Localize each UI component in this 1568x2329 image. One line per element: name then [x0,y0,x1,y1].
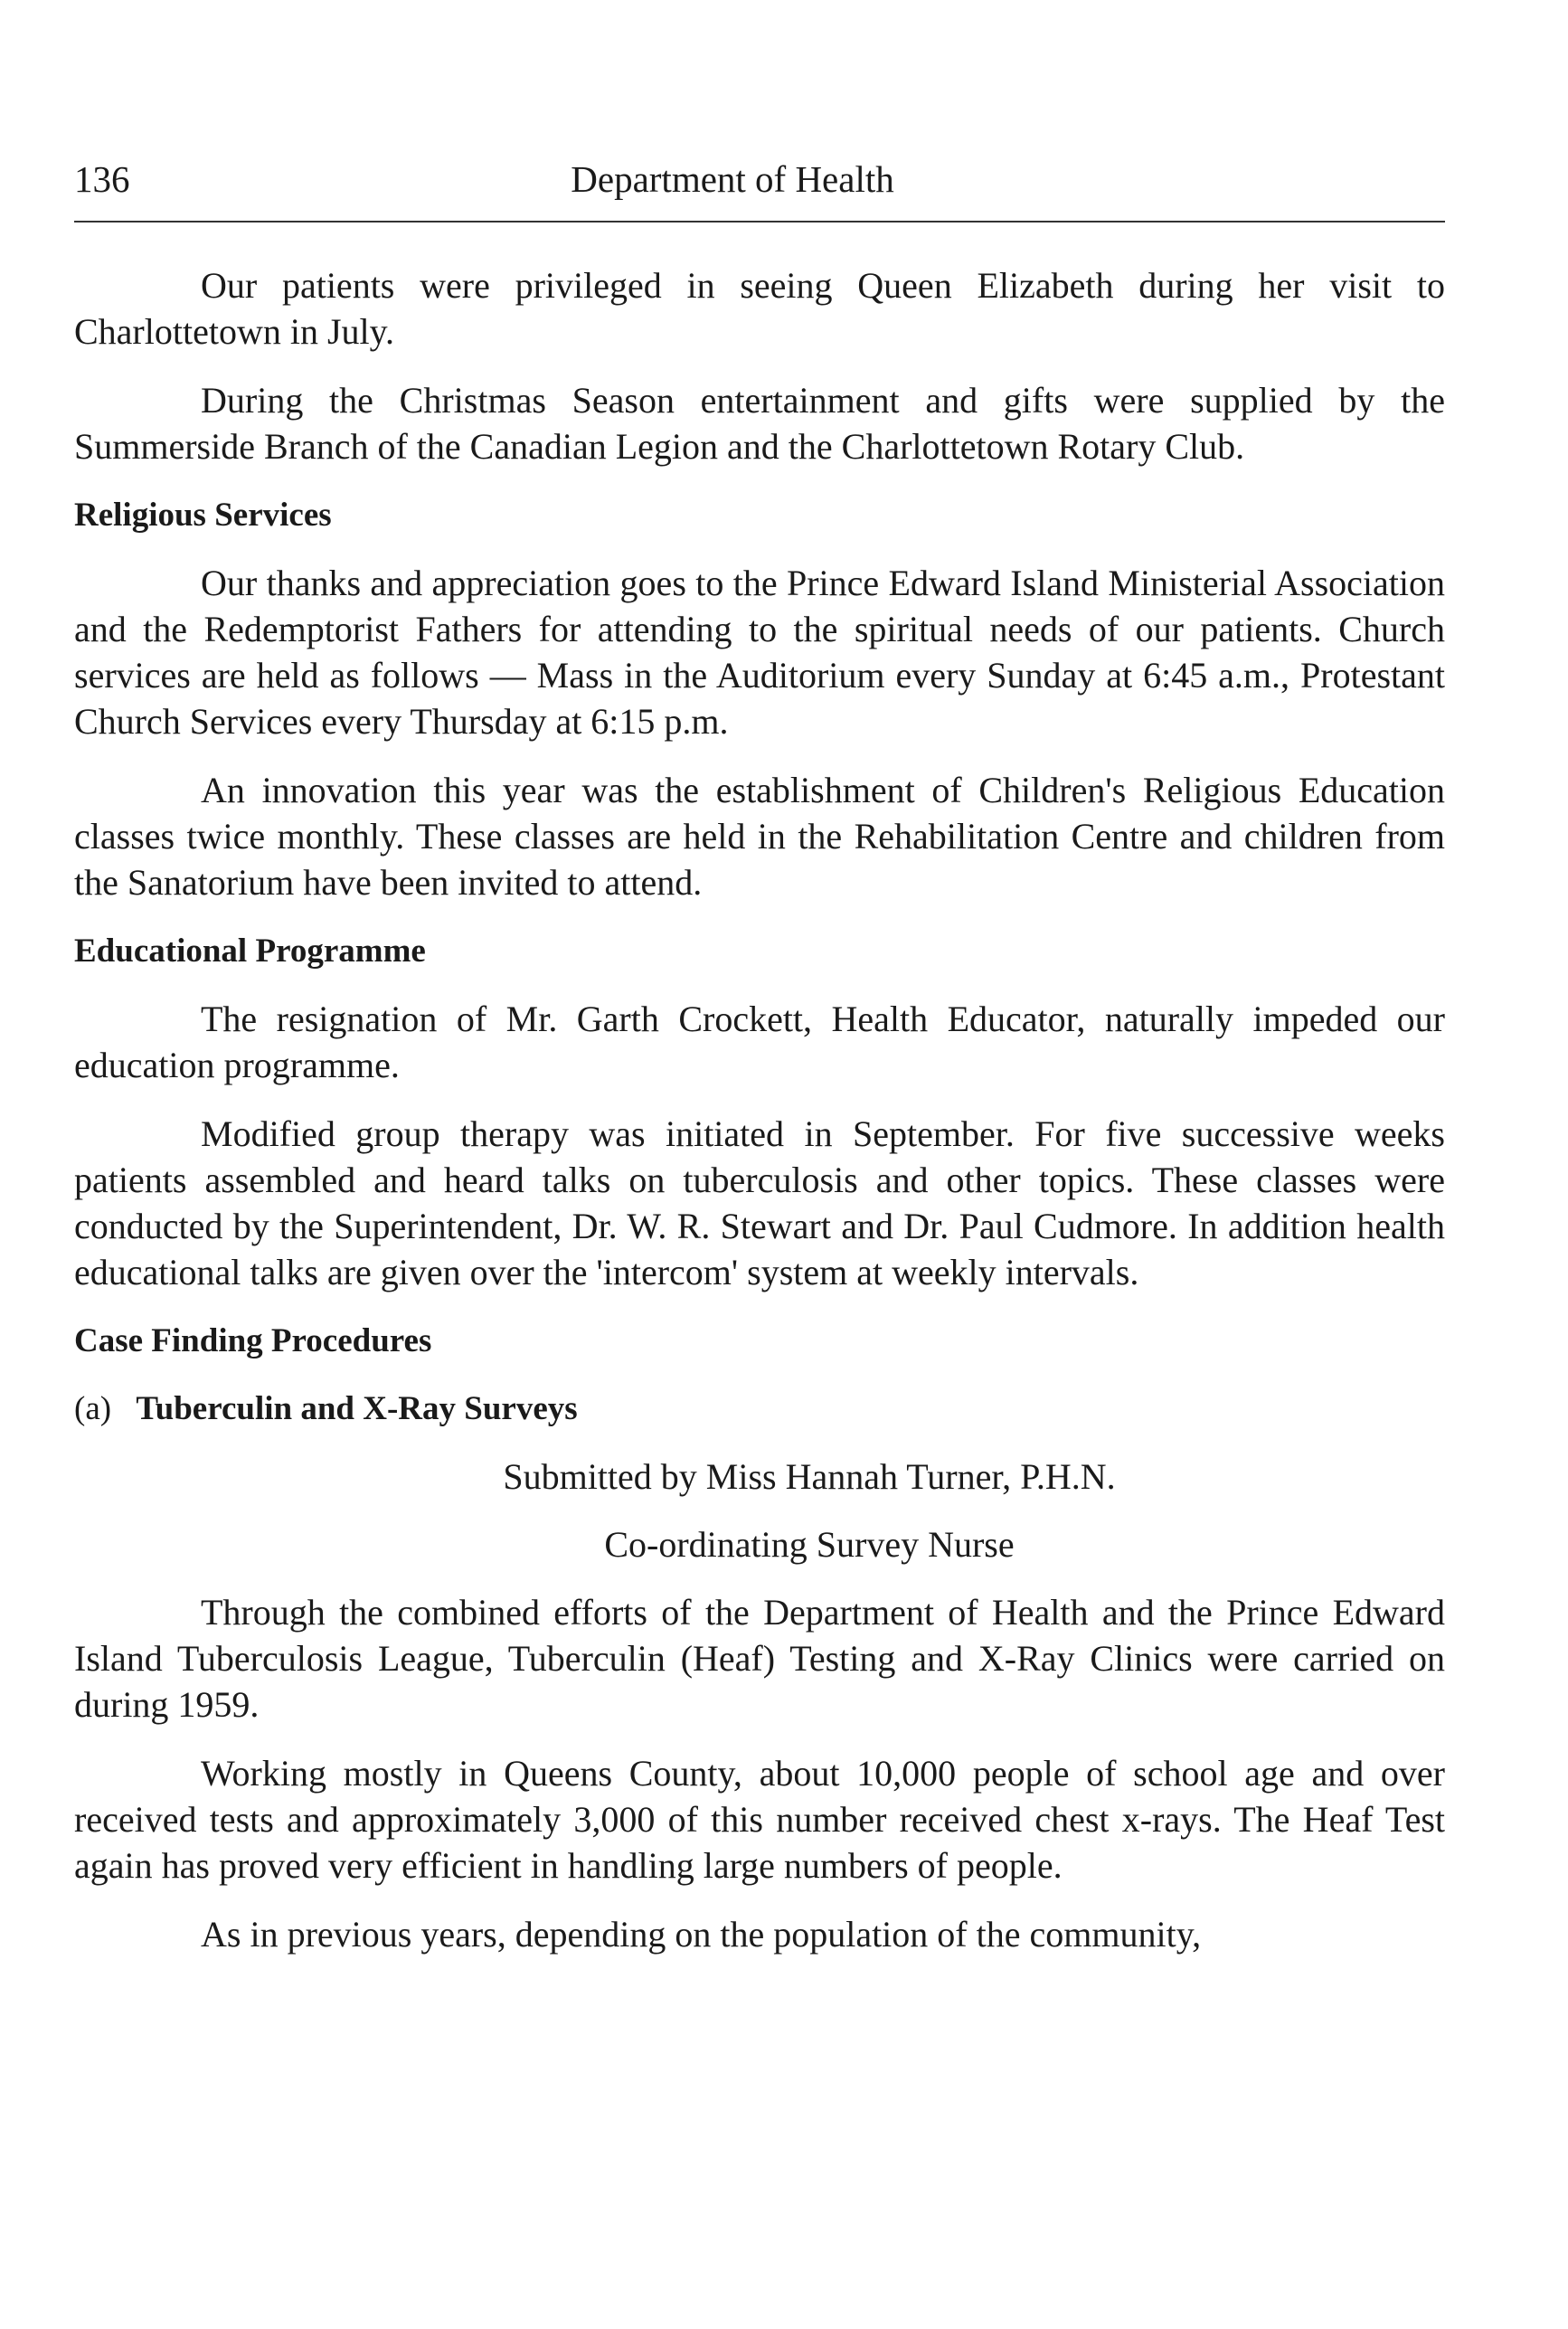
author-role-line: Co-ordinating Survey Nurse [604,1524,1015,1565]
page-number: 136 [74,158,130,200]
body-text [74,262,1445,1957]
subsection-title: Tuberculin and X-Ray Surveys [136,1390,578,1427]
section-heading-educational-programme: Educational Programme [74,933,426,970]
header-rule [74,221,1445,222]
paragraph: Our thanks and appreciation goes to the Prince Edward Island Ministerial Association and the Redemptorist Fathers for attending to the spiritual needs of our patients. Church services are held as follows — Mass in the Auditorium every Sunday at 6:45 a.m., Protestant Church Services every Thursday at 6:15 p.m. [74,563,1445,742]
paragraph: Modified group therapy was initiated in September. For five successive weeks patients assembled and heard talks on tuberculosis and other topics. These classes were conducted by the Superintendent, Dr. W. R. Stewart and Dr. Paul Cudmore. In addition health educational talks are given over the 'intercom' system at weekly intervals. [74,1113,1445,1292]
paragraph: An innovation this year was the establishment of Children's Religious Education classes twice monthly. These classes are held in the Rehabilitation Centre and children from the Sanatorium have been invited to attend. [74,770,1445,903]
paragraph: The resignation of Mr. Garth Crockett, Health Educator, naturally impeded our education programme. [74,999,1445,1085]
running-title: Department of Health [571,158,894,200]
document-page [74,154,1445,1980]
paragraph: Through the combined efforts of the Department of Health and the Prince Edward Island Tuberculosis League, Tuberculin (Heaf) Testing and X-Ray Clinics were carried on during 1959. [74,1592,1445,1725]
paragraph: During the Christmas Season entertainment and gifts were supplied by the Summerside Branch of the Canadian Legion and the Charlottetown Rotary Club. [74,380,1445,467]
paragraph: Working mostly in Queens County, about 10,000 people of school age and over received tests and approximately 3,000 of this number received chest x-rays. The Heaf Test again has proved very efficient in handling large numbers of people. [74,1753,1445,1886]
paragraph: Our patients were privileged in seeing Queen Elizabeth during her visit to Charlottetown in July. [74,265,1445,352]
page-header [74,154,1445,204]
paragraph: As in previous years, depending on the population of the community, [201,1914,1202,1955]
section-heading-case-finding: Case Finding Procedures [74,1322,432,1359]
submitted-by-line: Submitted by Miss Hannah Turner, P.H.N. [503,1456,1116,1497]
subsection-heading-a [74,1386,1445,1432]
section-heading-religious-services: Religious Services [74,497,332,534]
subsection-label: (a) [74,1390,112,1427]
